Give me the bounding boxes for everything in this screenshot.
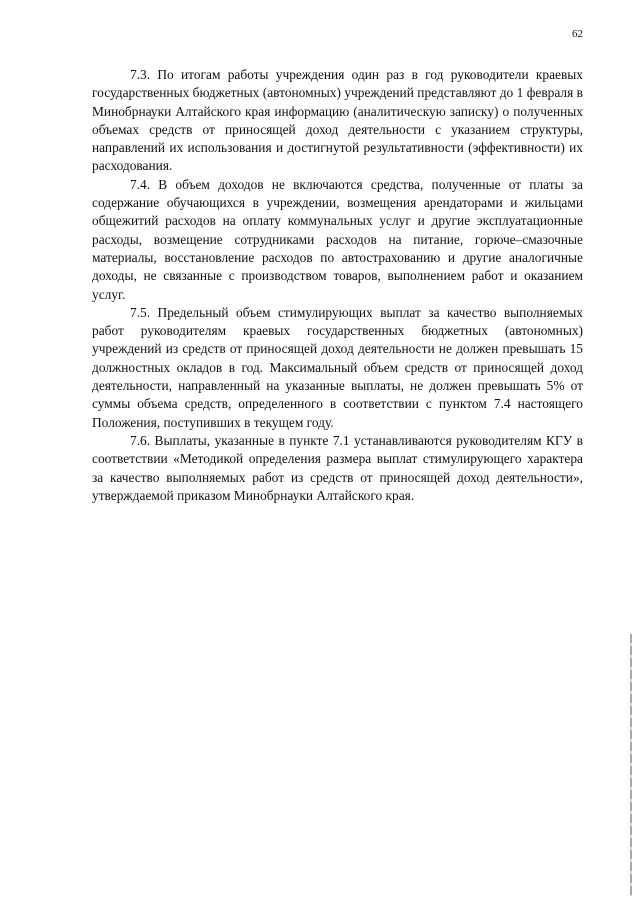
paragraph-7-4: 7.4. В объем доходов не включаются средства, полученные от платы за содержание обучающихся в учреждении, возмещения арендаторами и жильцами общежитий расходов на оплату коммунальных услуг и другие эксплуатационные расходы, возмещение сотрудниками расходов на питание, горюче–смазочные материалы, восстановление расходов по автострахованию и другие аналогичные доходы, не связанные с производством товаров, выполнением работ и оказанием услуг. bbox=[92, 176, 583, 302]
scan-edge-mark bbox=[630, 634, 632, 896]
paragraph-7-6: 7.6. Выплаты, указанные в пункте 7.1 устанавливаются руководителям КГУ в соответствии «Методикой определения размера выплат стимулирующего характера за качество выполняемых работ из средств от приносящей доход деятельности», утверждаемой приказом Минобрнауки Алтайского края. bbox=[92, 432, 583, 503]
document-body bbox=[92, 66, 583, 505]
paragraph-7-3: 7.3. По итогам работы учреждения один раз в год руководители краевых государственных бюджетных (автономных) учреждений представляют до 1 февраля в Минобрнауки Алтайского края информацию (аналитическую записку) о полученных объемах средств от приносящей доход деятельности с указанием структуры, направлений их использования и достигнутой результативности (эффективности) их расходования. bbox=[92, 67, 583, 174]
page-number: 62 bbox=[572, 28, 583, 40]
paragraph-7-5: 7.5. Предельный объем стимулирующих выплат за качество выполняемых работ руководителям краевых государственных бюджетных (автономных) учреждений из средств от приносящей доход деятельности не должен превышать 15 должностных окладов в год. Максимальный объем средств от приносящей доход деятельности, направленный на указанные выплаты, не должен превышать 5% от суммы объема средств, определенного в соответствии с пунктом 7.4 настоящего Положения, поступивших в текущем году. bbox=[92, 304, 583, 430]
